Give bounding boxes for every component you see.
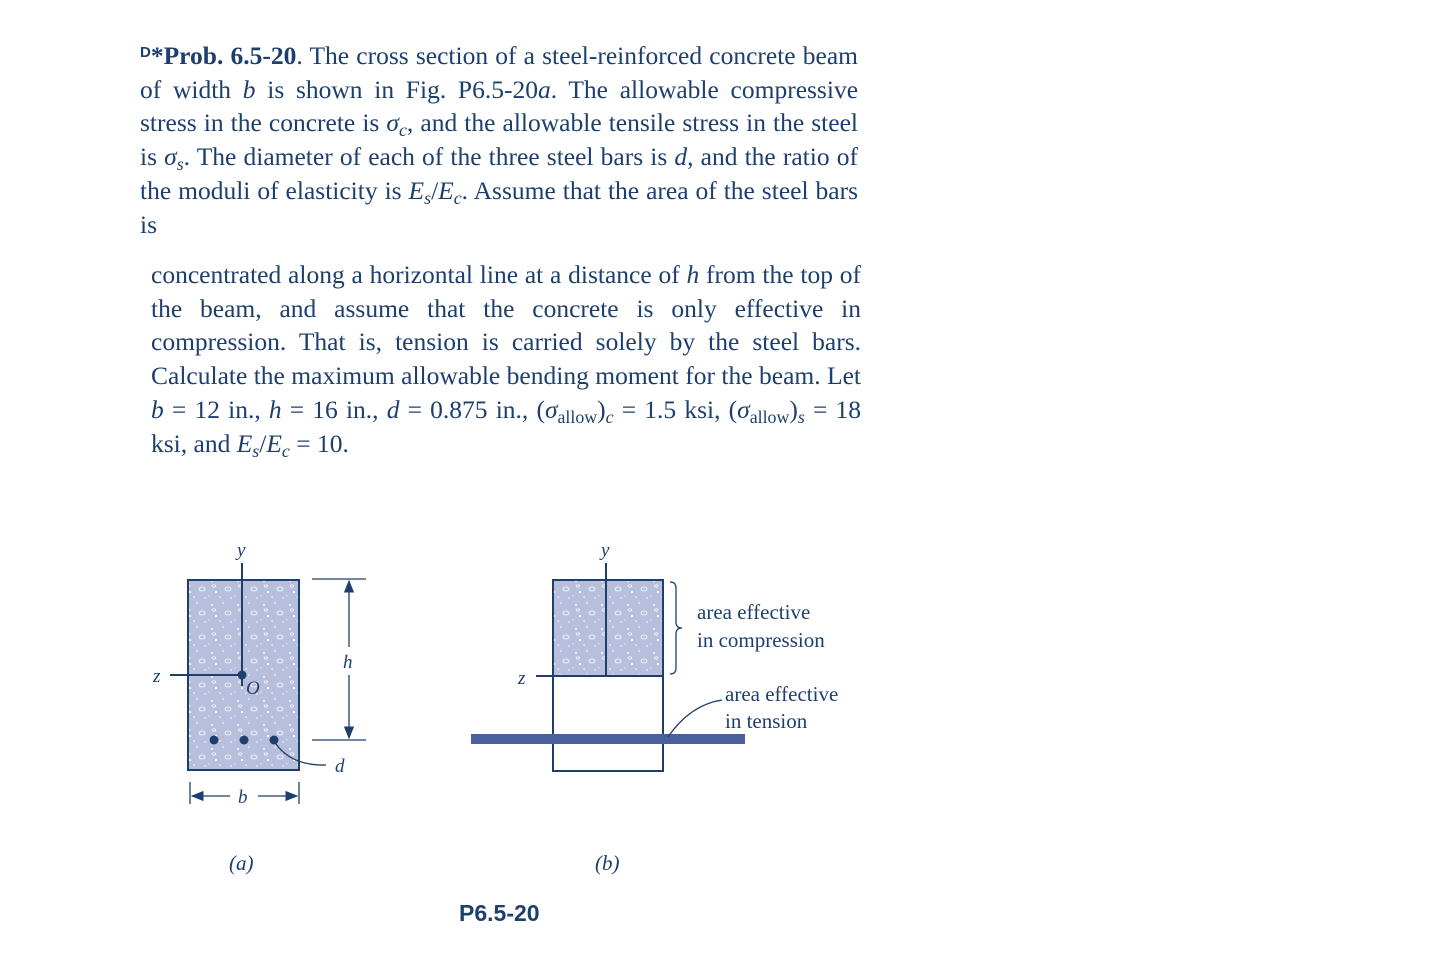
given-sigma-c: = 1.5 ksi, ( (613, 394, 738, 424)
steel-bar-2 (240, 736, 249, 745)
label-y-a: y (237, 540, 246, 561)
sub-s: s (424, 187, 432, 208)
var-h: h (268, 394, 282, 424)
tension-leader (668, 700, 722, 737)
sigma-s: σ (164, 142, 177, 172)
var-h: h (686, 260, 700, 289)
slash: / (259, 428, 267, 458)
text-segment: . The cross section of a steel-reinforced concrete beam of width (140, 41, 859, 104)
var-b: b (242, 74, 256, 104)
given-sigma-s: = 18 ksi, and (151, 394, 861, 458)
label-d: d (335, 756, 345, 777)
sub-s: s (252, 440, 260, 461)
text-segment: concentrated along a horizontal line at a distance of (151, 260, 687, 289)
problem-label: Prob. 6.5-20 (163, 41, 297, 70)
label-z-a: z (153, 666, 161, 687)
text-segment: , and the ratio of the moduli of elasticity is (140, 142, 858, 205)
var-b: b (151, 394, 164, 424)
E-c: E (266, 428, 282, 458)
fig-ref-a: a (537, 74, 551, 104)
sigma-c: σ (386, 108, 399, 138)
var-d: d (674, 142, 688, 172)
text-segment: is shown in Fig. P6.5-20 (255, 74, 538, 104)
caption-part-b: (b) (595, 851, 620, 875)
label-y-b: y (601, 540, 610, 561)
label-O: O (246, 678, 260, 699)
sub-c: c (281, 440, 290, 461)
sub-c: c (453, 187, 462, 208)
label-h: h (343, 652, 353, 673)
label-b: b (238, 787, 248, 808)
compression-label-1: area effective (697, 600, 811, 624)
text-segment: from the top of the beam, and assume that the concrete is only effective in compression. That is, tension is carried solely by the steel bars. Calculate the maximum allowable bending moment for the beam. Let (151, 260, 861, 391)
sub-allow: allow (557, 406, 598, 427)
paren: ) (789, 394, 798, 424)
caption-part-a: (a) (229, 851, 254, 875)
given-d: = 0.875 in., ( (399, 394, 545, 424)
compression-brace (670, 582, 682, 674)
label-z-b: z (518, 668, 526, 689)
E-c: E (438, 175, 454, 205)
sub-s: s (176, 154, 184, 175)
E-s: E (236, 428, 253, 458)
compression-zone (553, 580, 663, 676)
var-d: d (386, 394, 400, 424)
figure-b (471, 540, 838, 875)
sigma: σ (544, 394, 558, 424)
sub-allow: allow (749, 406, 790, 427)
E-s: E (408, 175, 425, 205)
text-segment: . The diameter of each of the three steel bars is (183, 142, 675, 172)
text-segment: . Assume that the area of the steel bars is (140, 175, 858, 239)
sub-c: c (399, 120, 407, 141)
compression-label-2: in compression (697, 628, 825, 652)
figure-caption: P6.5-20 (459, 900, 540, 926)
sub-c: c (605, 406, 614, 427)
steel-area-line (471, 734, 745, 744)
sigma: σ (737, 394, 750, 424)
text-segment: , and the allowable tensile stress in the steel is (140, 108, 858, 172)
text-segment: . The allowable compressive stress in the concrete is (140, 74, 859, 138)
sub-s: s (797, 406, 805, 427)
figure-a (152, 540, 366, 875)
steel-bar-1 (210, 736, 219, 745)
given-b: = 12 in., (163, 394, 269, 424)
given-h: = 16 in., (281, 394, 387, 424)
paren: ) (597, 394, 606, 424)
problem-star: * (150, 41, 164, 70)
tension-zone (553, 676, 663, 771)
difficulty-marker: D (140, 44, 151, 61)
tension-label-1: area effective (725, 682, 839, 706)
steel-bar-3 (270, 736, 279, 745)
tension-label-2: in tension (725, 709, 808, 733)
slash: / (431, 175, 439, 205)
given-ratio: = 10. (289, 428, 349, 458)
